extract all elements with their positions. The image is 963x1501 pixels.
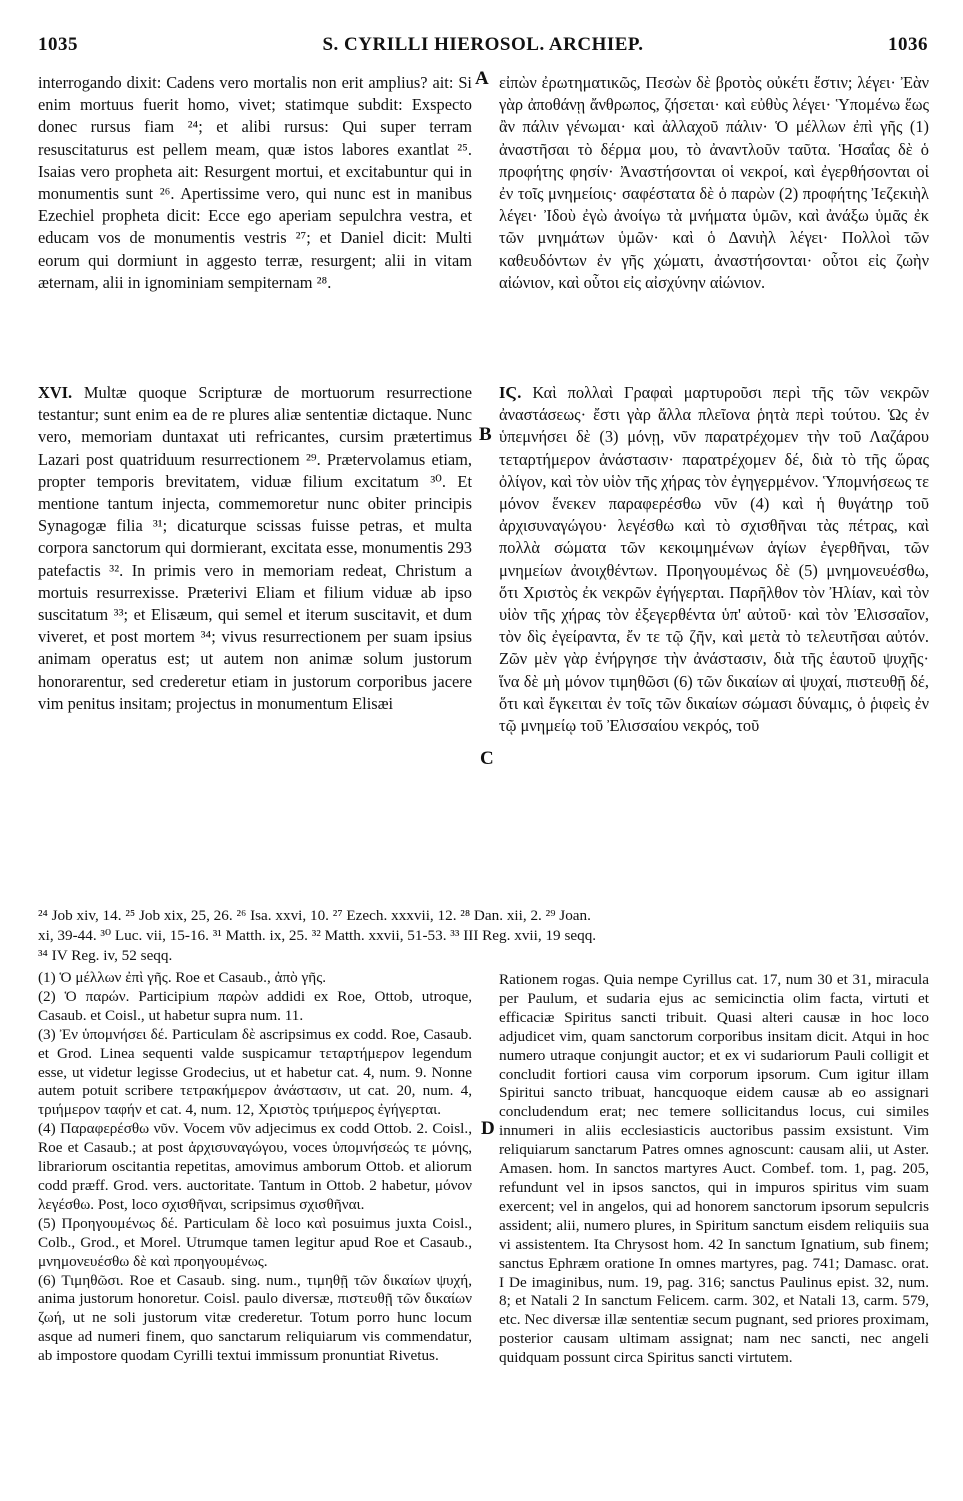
note-2: (2) Ὁ παρών. Participium παρὼν addidi ex Roe, Ottob, utroque, Casaub. et Coisl., ut habetur supra num. 11. (38, 987, 472, 1024)
greek-paragraph: εἰπὼν ἐρωτηματικῶς, Πεσὼν δὲ βροτὸς οὐκέτι ἔστιν; λέγει· Ἐὰν γὰρ ἀποθάνῃ ἄνθρωπος, ζήσεται· καὶ εὐθὺς λέγει· Ὑπομένω ἕως ἂν πάλιν γένωμαι· καὶ ἀλλαχοῦ πάλιν· Ὁ μέλλων ἐπὶ γῆς (1) ἀναστῆσαι τὸ δέρμα μου, τὸ ἀναντλοῦν ταῦτα. Ἡσαΐας δὲ ὁ προφήτης φησίν· Ἀναστήσονται οἱ νεκροί, καὶ ἐγερθήσονται οἱ ἐν τοῖς μνημείοις· σαφέστατα δὲ ὁ παρὼν (2) προφήτης Ἰεζεκιὴλ λέγει· Ἰδοὺ ἐγὼ ἀνοίγω τὰ μνήματα ὑμῶν, καὶ ἀνάξω ὑμᾶς ἐκ τῶν μνημάτων ὑμῶν· καὶ ὁ Δανιὴλ λέγει· Πολλοὶ τῶν καθευδόντων ἐν γῆς χώματι, ἀναστήσονται· οὗτοι εἰς ζωὴν αἰώνιον, καὶ οὗτοι εἰς αἰσχύνην αἰώνιον. (499, 73, 929, 292)
greek-section-text: Καὶ πολλαὶ Γραφαὶ μαρτυροῦσι περὶ τῆς τῶν νεκρῶν ἀναστάσεως· ἔστι γὰρ ἄλλα πλεῖονα ῥητὰ περὶ τούτου. Ὡς ἐν ὑπεμνήσει δὲ (3) μόνῃ, νῦν παρατρέχομεν τὴν τοῦ Λαζάρου τεταρτήμερον ἀνάστασιν· παρατρέχομεν δέ, διὰ τὸ τῆς ὥρας ὀλίγον, καὶ τὸν υἱὸν τῆς χήρας τὸν ἐγηγερμένον. Ὑπομνήσεως τε μόνον ἕνεκεν παραφερέσθω νῦν (4) καὶ ἡ θυγάτηρ τοῦ ἀρχισυναγώγου· λεγέσθω καὶ τὸ σχισθῆναι τὰς πέτρας, καὶ πολλὰ σώματα τῶν κεκοιμημένων ἁγίων ἐγερθῆναι, τῶν μνημείων ἀνοιχθέντων. Προηγουμένως δὲ (5) μνημονευέσθω, ὅτι Χριστὸς ἐκ νεκρῶν ἐγήγερται. Παρῆλθον τὸν Ἠλίαν, καὶ τὸν υἱὸν τῆς χήρας τὸν ἐξεγερθέντα ὑπ' αὐτοῦ· καὶ τὸν Ἐλισσαῖον, τὸν δὶς ἐγείραντα, ἔν τε τῷ ζῆν, καὶ μετὰ τὸ τελευτῆσαι αὐτόν. Ζῶν μὲν γὰρ ἐνήργησε τὴν ἀνάστασιν, διὰ τῆς ἑαυτοῦ ψυχῆς· ἵνα δὲ μὴ μόνον τιμηθῶσι (6) τῶν δικαίων αἱ ψυχαί, πιστευθῇ δέ, ὅτι καὶ ἔγκειται ἐν τοῖς τῶν δικαίων σώμασι δύναμις, ὁ ῥιφεὶς ἐν τῷ μνημείῳ τοῦ Ἐλισσαίου νεκρός, τοῦ (499, 383, 930, 736)
note-5: (5) Προηγουμένως δέ. Particulam δὲ loco καὶ posuimus juxta Coisl., Colb., Grod., et Morel. Utrumque tamen legitur apud Roe et Casaub., μνημονευέσθω δὲ καὶ προηγουμένως. (38, 1214, 472, 1270)
reference-line: ²⁴ Job xiv, 14. ²⁵ Job xix, 25, 26. ²⁶ Isa. xxvi, 10. ²⁷ Ezech. xxxvii, 12. ²⁸ Dan. xii, 2. ²⁹ Joan. (38, 907, 591, 924)
margin-letter-c: C (480, 748, 494, 769)
note-1: (1) Ὁ μέλλων ἐπὶ γῆς. Roe et Casaub., ἀπὸ γῆς. (38, 969, 327, 986)
note-continuation: Rationem rogas. Quia nempe Cyrillus cat. 17, num 30 et 31, miracula per Paulum, et sudaria ejus ac semicinctia olim facta, virtuti et efficaciæ Spiritus sancti tribuit. Quasi alteri causæ in hoc loco adjudicet vim, quam sanctorum corporibus insitam dicit. Atqui in hoc numero utraque conjungit auctor; et ex vi sudariorum Pauli colligit et concludit fortiori causa vim corporum ipsorum. Cum igitur illam Spiritui sancto tribuat, hancquoque eidem causæ ab eo assignari concludendum erat; nec temere sollicitandus locus, cui similes innumeri in aliis ecclesiasticis auctoribus passim exsistunt. Vim reliquiarum sanctarum Patres omnes agnoscunt: causam alii, ut Aster. Amasen. hom. In sanctos martyres Auct. Combef. tom. 1, pag. 205, refundunt vel in ipsos sanctos, qui in impuros spiritus vim suam exercent; vel in angelos, qui ad honorem sanctorum ipsorum sepulcris assident; alii, numero plures, in Spiritum sanctum eisdem reliquiis sua vi assistentem. Ita Chrysost hom. 42 In sanctum Ignatium, sub finem; sanctus Ephræm oratione In omnes martyres, pag. 741; Damasc. orat. I De imaginibus, num. 19, pag. 316; sanctus Paulinus epist. 32, num. 8; et Natali 2 In sanctum Felicem. carm. 302, et Natali 13, carm. 579, etc. Nec diversæ illæ sententiæ secum pugnant, sed priores proximam, posterior causam ultimam assignat; nam nec sancti, nec angeli quidquam possunt circa Spiritus sancti virtutem. (499, 971, 929, 1367)
latin-paragraph-xvi (38, 382, 472, 715)
greek-paragraph-16 (499, 382, 929, 737)
reference-line: xi, 39-44. ³⁰ Luc. vii, 15-16. ³¹ Matth. ix, 25. ³² Matth. xxvii, 51-53. ³³ III Reg. xvii, 19 seqq. (38, 927, 597, 944)
note-4: (4) Παραφερέσθω νῦν. Vocem νῦν adjecimus ex codd Ottob. 2. Coisl., Roe et Casaub.; at post ἀρχισυναγώγου, voces ὑπομνήσεώς τε μόνης, librariorum oscitantia repetitas, amovimus amborum Ottob. et aliorum codd præff. Grod. vers. auctoritate. Tantum in Ottob. 2 habetur, μόνον λεγέσθω. Post, loco σχισθῆναι, scripsimus σχισθῆναι. (38, 1120, 472, 1213)
margin-letter-d: D (481, 1118, 495, 1139)
greek-section-16 (499, 382, 929, 737)
page-number-left: 1035 (38, 34, 78, 55)
note-6: (6) Τιμηθῶσι. Roe et Casaub. sing. num., τιμηθῇ τῶν δικαίων ψυχή, anima justorum honoretur. Coisl. paulo diversæ, πιστευθῇ τῶν δικαίων ζωή, ut ne soli justorum vitæ crederetur. Totum porro hunc locum asque ad numeri finem, quo sanctarum reliquiarum vis commendatur, ab impostore quodam Cyrilli textui immissum pronuntiat Rivetus. (38, 1271, 472, 1365)
section-number: XVI. (38, 383, 73, 402)
latin-section-text: Multæ quoque Scripturæ de mortuorum resurrectione testantur; sunt enim ea de re plures aliæ sententiæ dictaque. Nunc vero, memoriam duntaxat uti refricantes, cursim prætertimus Lazari post quatriduum resurrectionem ²⁹. Prætervolamus etiam, propter temporis brevitatem, viduæ filium excitatum ³⁰. Et mentione tantum injecta, commemoretur nunc obiter principis Synagogæ filia ³¹; dicaturque scissas fuisse petras, et multa corpora sanctorum qui dormierant, excitata esse, monumentis 293 patefactis ³². In primis vero in memoriam redeat, Christum a mortuis resurrexisse. Præterivi Eliam et filium viduæ ab ipso suscitatum ³³; et Elisæum, qui semel et iterum suscitavit, et dum viveret, et post mortem ³⁴; vivus resurrectionem per suam ipsius animam operatus est; ut autem non animæ solum justorum honorarentur, sed crederetur etiam in justorum corporibus jacere vim penitus insitam; projectus in monumentum Elisæi (38, 383, 472, 713)
margin-letter-a: A (475, 68, 489, 89)
page-header (38, 34, 928, 62)
margin-letter-b: B (479, 424, 492, 445)
latin-text-top (38, 72, 472, 294)
note-3: (3) Ἐν ὑπομνήσει δέ. Particulam δὲ ascripsimus ex codd. Roe, Casaub. et Grod. Linea sequenti valde suspicamur τεταρτήμερον legendum esse, ut videtur legisse Grodecius, ut et habetur cat. 4, num. 9. Nonne autem potuit scribere τετρακήμερον ἀνάστασιν, ut cat. 20, num. 4, τριήμερον ταφήν et cat. 4, num. 12, Χριστὸς τριήμερος ἐγήγερται. (38, 1025, 472, 1119)
running-title: S. CYRILLI HIEROSOL. ARCHIEP. (322, 34, 644, 55)
greek-text-top (499, 72, 929, 294)
notes-left-column (38, 969, 472, 1366)
latin-paragraph: interrogando dixit: Cadens vero mortalis non erit amplius? ait: Si enim mortuus fuerit homo, vivet; statimque subdit: Exspecto donec rursus fiam ²⁴; et alibi rursus: Qui super terram resuscitaturus est pellem meam, quæ istos labores exantlat ²⁵. Isaias vero propheta ait: Resurgent mortui, et excitabuntur qui in monumentis sunt ²⁶. Apertissime vero, qui nunc est in manibus Ezechiel propheta dicit: Ecce ego aperiam sepulchra vestra, et educam vos de monumentis vestris ²⁷; et Daniel dicit: Multi eorum qui dormiunt in aggesto terræ, resurgent; alii in vitam æternam, alii in ignominiam sempiternam ²⁸. (38, 73, 472, 292)
latin-section-xvi (38, 382, 472, 715)
reference-line: ³⁴ IV Reg. iv, 52 seqq. (38, 947, 173, 964)
section-number-greek: ΙϚ. (499, 383, 522, 402)
notes-right-column (499, 971, 929, 1368)
scripture-references (38, 906, 928, 966)
page-number-right: 1036 (888, 34, 928, 55)
